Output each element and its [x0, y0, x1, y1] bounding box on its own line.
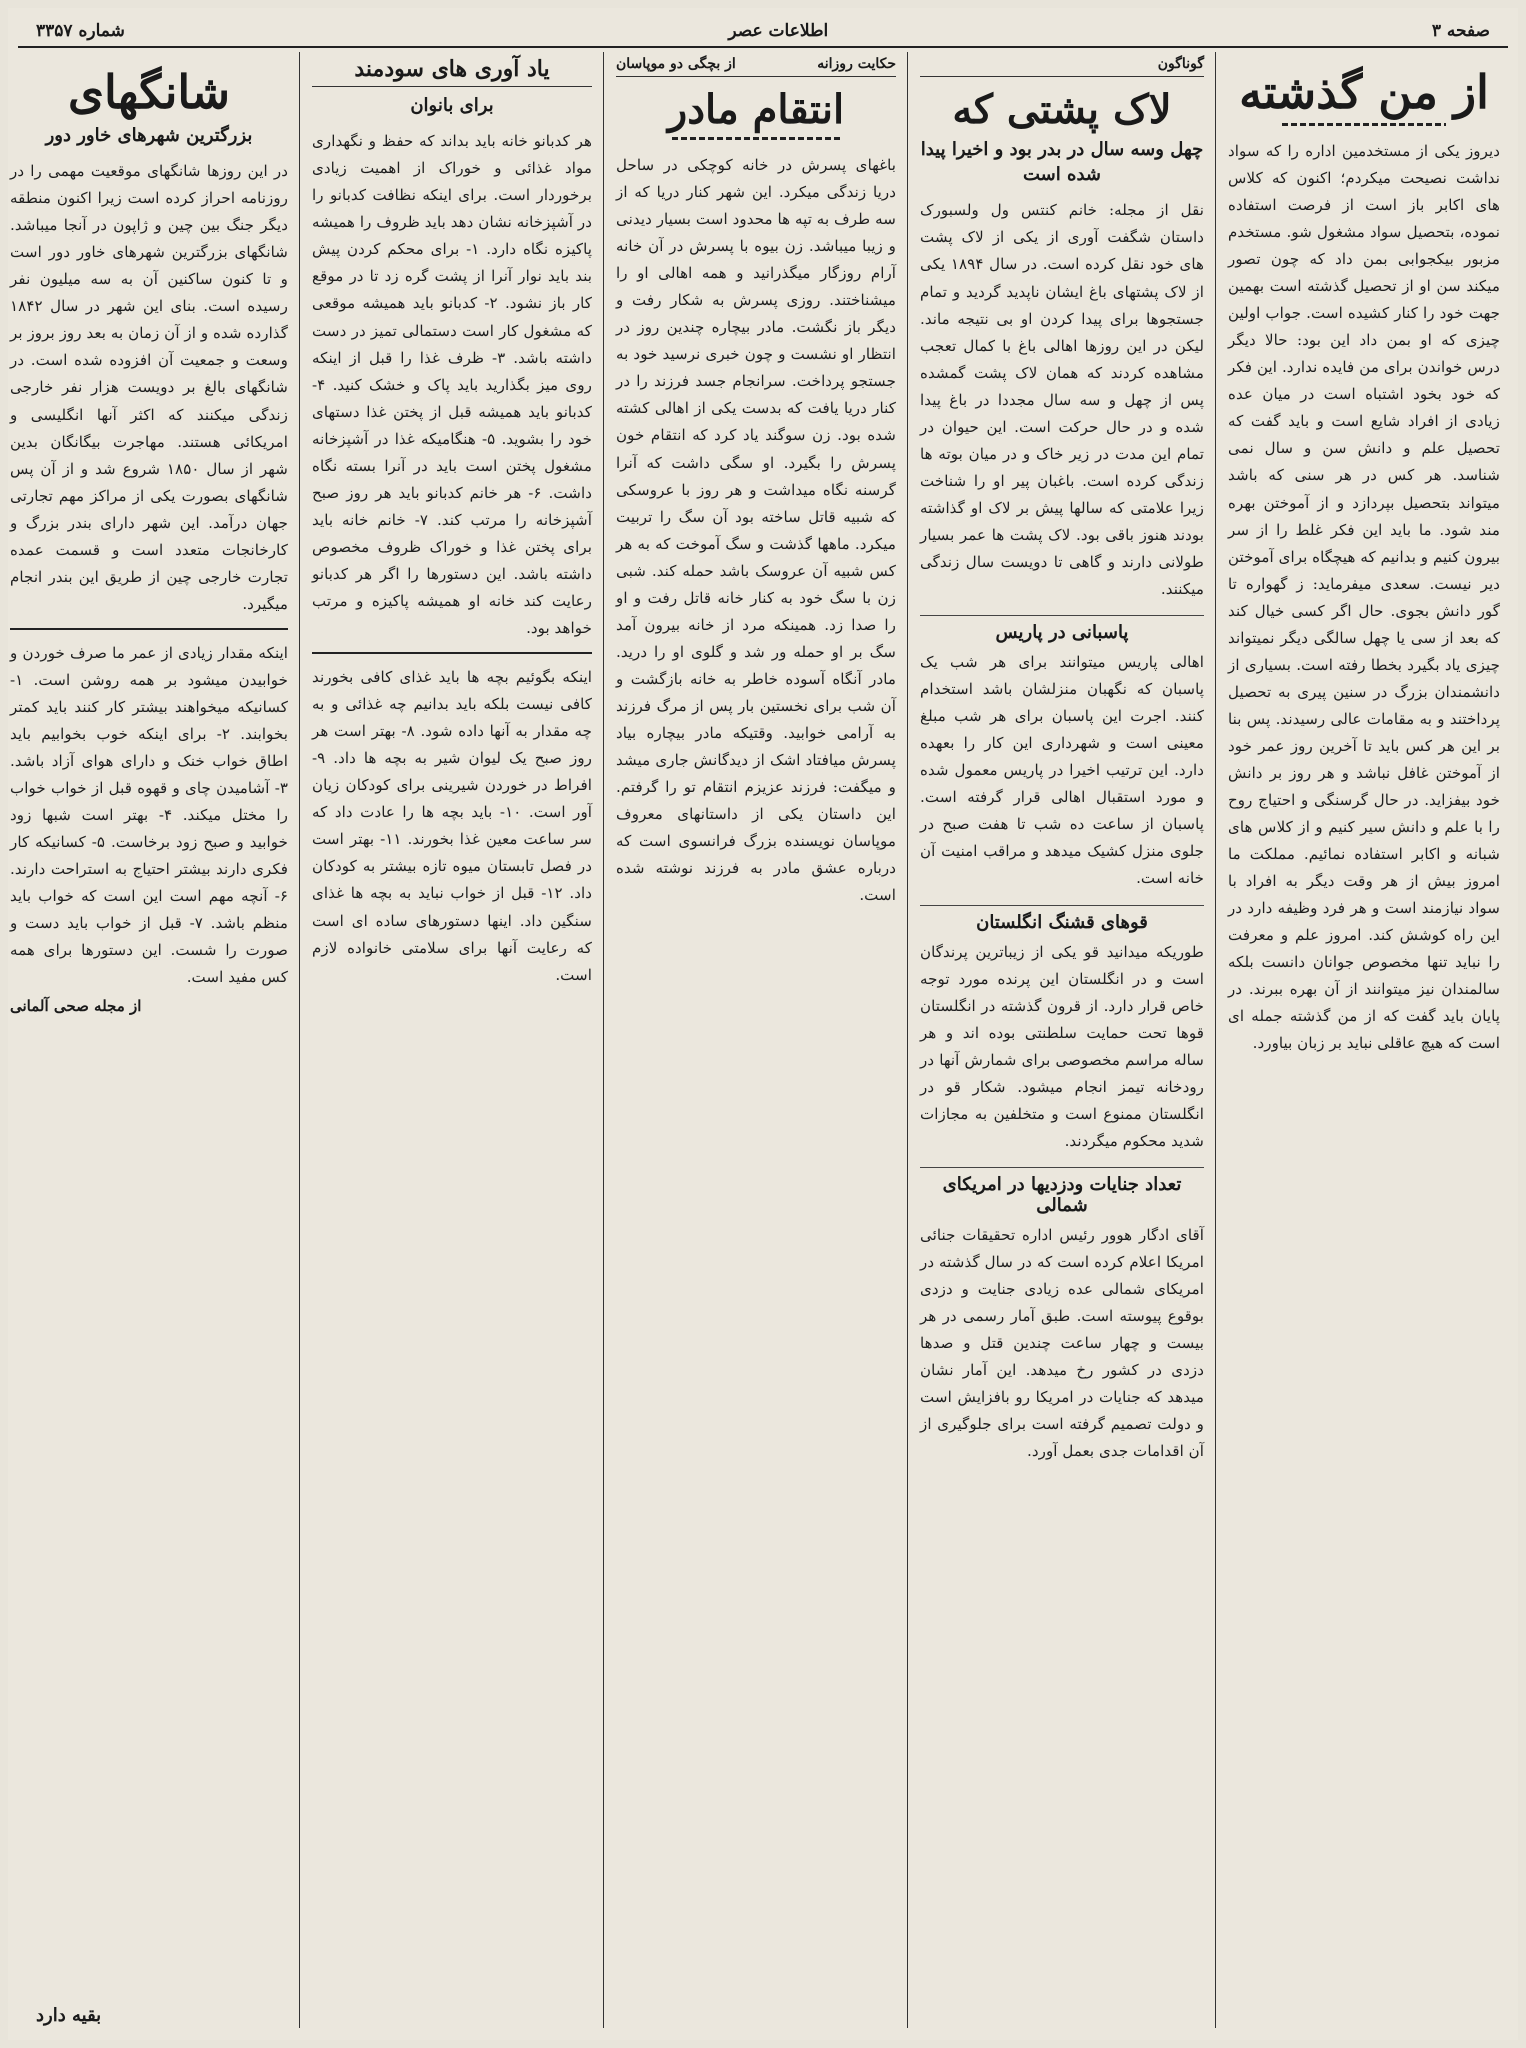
column-4-lower-body: اینکه بگوئیم بچه ها باید غذای کافی بخورند کافی نیست بلکه باید بدانیم چه غذائی و به چه مقدار به آنها داده شود. ۸- بهتر است هر روز صبح یک لیوان شیر به بچه ها داد. ۹- افراط در خوردن شیرینی برای کودکان زیان آور است. ۱۰- باید بچه ها را عادت داد که سر ساعت معین غذا بخورند. ۱۱- بهتر است در فصل تابستان میوه تازه بیشتر به کودکان داد. ۱۲- قبل از خواب نباید به بچه ها غذای سنگین داد. اینها دستورهای ساده ای است که رعایت آنها برای سلامتی خانواده لازم است. — [312, 668, 593, 984]
column-4-subhead: برای بانوان — [410, 95, 494, 116]
column-5-divider — [10, 628, 288, 630]
issue-number: شماره ۳۳۵۷ — [36, 21, 125, 41]
column-5-lower-body: اینکه مقدار زیادی از عمر ما صرف خوردن و خوابیدن میشود بر همه روشن است. ۱- کسانیکه میخواهند بیشتر کار کنند باید کمتر بخوابند. ۲- برای اینکه خوب بخوابیم باید اطاق خواب خنک و دارای هوای آزاد باشد. ۳- آشامیدن چای و قهوه قبل از خواب خواب را مختل میکند. ۴- بهتر است شبها زود خوابید و صبح زود برخاست. ۵- کسانیکه کار فکری دارند بیشتر احتیاج به استراحت دارند. ۶- آنچه مهم است این است که خواب باید منظم باشد. ۷- قبل از خواب باید دست و صورت را شست. این دستورها برای همه کس مفید است. — [10, 643, 288, 987]
column-3-body: باغهای پسرش در خانه کوچکی در ساحل دریا زندگی میکرد. این شهر کنار دریا که از سه طرف به تپه ها محدود است بسیار دیدنی و زیبا میباشد. زن بیوه با پسرش در آن خانه آرام روزگار میگذرانید و همه اهالی او را میشناختند. روزی پسرش به شکار رفت و دیگر باز نگشت. مادر بیچاره چندین روز در انتظار او نشست و چون خبری نرسید خود به جستجو پرداخت. سرانجام جسد فرزند را در کنار دریا یافت که بدست یکی از اهالی کشته شده بود. زن سوگند یاد کرد که انتقام خون پسرش را بگیرد. او سگی داشت که آنرا گرسنه نگاه میداشت و هر روز با عروسکی که شبیه قاتل ساخته بود آن سگ را تربیت میکرد. ماهها گذشت و سگ آموخت که به هر کس شبیه آن عروسک باشد حمله کند. شبی زن با سگ خود به کنار خانه قاتل رفت و او را صدا زد. همینکه مرد از خانه بیرون آمد سگ بر او حمله ور شد و گلوی او را درید. مادر آنگاه آسوده خاطر به خانه بازگشت و آن شب برای نخستین بار پس از مرگ فرزند به آرامی خوابید. وقتیکه مادر بیچاره بیاد پسرش میافتاد اشک از دیدگانش جاری میشد و میگفت: فرزند عزیزم انتقام تو را گرفتم. این داستان یکی از داستانهای معروف موپاسان نویسنده بزرگ فرانسوی است که درباره عشق مادر به فرزند نوشته شده است. — [616, 156, 896, 905]
column-rule — [299, 52, 300, 2028]
column-3 — [608, 52, 904, 2028]
column-2-body: نقل از مجله: خانم کنتس ول ولسبورک داستان شگفت آوری از یکی از لاک پشت های خود نقل کرده است. در سال ۱۸۹۴ یکی از لاک پشتهای باغ ایشان ناپدید گردید و تمام جستجوها برای پیدا کردن او بی نتیجه ماند. لیکن در این روزها اهالی باغ با کمال تعجب مشاهده کردند که همان لاک پشت گمشده پس از چهل و سه سال مجددا در باغ پیدا شده و در حال حرکت است. این حیوان در تمام این مدت در زیر خاک و در میان بوته ها زندگی کرده است. باغبان پیر او را شناخت زیرا علامتی که سالها پیش بر لاک او گذاشته بودند هنوز باقی بود. لاک پشت ها عمر بسیار طولانی دارند و گاهی تا دویست سال زندگی میکنند. — [920, 201, 1204, 599]
paper-name: اطلاعات عصر — [728, 21, 829, 41]
section-paris-title: پاسبانی در پاریس — [920, 615, 1204, 643]
column-5 — [2, 52, 296, 2028]
column-1-body: دیروز یکی از مستخدمین اداره را که سواد نداشت نصیحت میکردم؛ اکنون که کلاس های اکابر باز است از فرصت استفاده نموده، بتحصیل سواد مشغول شو. مستخدم مزبور بیکجوابی بمن داد که چون تصور میکند سن او از تحصیل گذشته است بهمین جهت خود را کنار کشیده است. جواب اولین چیزی که او بمن داد این بود: حالا دیگر درس خواندن برای من فایده ندارد. این فکر که خود بخود اشتباه است در میان عده زیادی از افراد شایع است و باید گفت که تحصیل علم و دانش سن و سال نمی شناسد. هر کس در هر سنی که باشد میتواند بتحصیل بپردازد و از آموختن بهره مند شود. ما باید این فکر غلط را از سر بیرون کنیم و بدانیم که هیچگاه برای آموختن دیر نیست. سعدی میفرماید: ز گهواره تا گور دانش بجوی. حال اگر کسی خیال کند که بعد از سی یا چهل سالگی دیگر نمیتواند چیزی یاد بگیرد بخطا رفته است. بسیاری از دانشمندان بزرگ در سنین پیری به تحصیل پرداختند و به مقامات عالی رسیدند. پس بنا بر این هر کس باید تا آخرین روز عمر خود از آموختن غافل نباشد و هر روز بر دانش خود بیفزاید. در حال گرسنگی و احتیاج روح را با علم و دانش سیر کنیم و از کلاس های شبانه و اکابر استفاده نمائیم. مملکت ما امروز بیش از هر وقت دیگر به افراد با سواد نیازمند است و هر فرد وظیفه دارد در این راه کوشش کند. امروز علم و معرفت را نباید تنها مخصوص جوانان دانست بلکه سالمندان نیز میتوانند از آن بهره ببرند. در پایان باید گفت که از من گذشته جمله ای است که هیچ عاقلی نباید بر زبان بیاورد. — [1228, 141, 1500, 1053]
column-3-kicker — [616, 56, 896, 77]
continued-note: بقیه دارد — [36, 2005, 102, 2026]
column-5-subhead: بزرگترین شهرهای خاور دور — [45, 124, 253, 146]
column-2-headline: لاک پشتی که — [952, 86, 1172, 133]
masthead — [18, 16, 1508, 48]
section-paris-body: اهالی پاریس میتوانند برای هر شب یک پاسبان که نگهبان منزلشان باشد استخدام کنند. اجرت این پاسبان برای هر شب مبلغ معینی است و شهرداری این کار را بعهده دارد. این ترتیب اخیرا در پاریس معمول شده و مورد استقبال اهالی قرار گرفته است. پاسبان از ساعت ده شب تا هفت صبح در جلوی منزل کشیک میدهد و مراقب امنیت آن خانه است. — [920, 653, 1204, 888]
page-label: صفحه ۳ — [1431, 21, 1490, 41]
column-4-divider — [312, 652, 592, 654]
column-5-byline: از مجله صحی آلمانی — [10, 997, 142, 1016]
section-crimes-title: تعداد جنایات ودزدیها در امریکای شمالی — [920, 1167, 1204, 1216]
column-4-kicker: یاد آوری های سودمند — [312, 56, 592, 87]
column-4-body: هر کدبانو خانه باید بداند که حفظ و نگهداری مواد غذائی و خوراک از اهمیت زیادی برخوردار است. برای اینکه نظافت کدبانو را در آشپزخانه نشان دهد باید ظروف را همیشه پاکیزه نگاه دارد. ۱- برای محکم کردن پیش بند باید نوار آنرا از پشت گره زد تا در موقع کار باز نشود. ۲- کدبانو باید همیشه موقعی که مشغول کار است دستمالی تمیز در دست داشته باشد. ۳- ظرف غذا را قبل از اینکه روی میز بگذارید باید پاک و خشک کنید. ۴- کدبانو باید همیشه قبل از پختن غذا دستهای خود را بشوید. ۵- هنگامیکه غذا در آشپزخانه مشغول پختن است باید در آنرا بسته نگاه داشت. ۶- هر خانم کدبانو باید هر روز صبح آشپزخانه را مرتب کند. ۷- خانم خانه باید برای پختن غذا و خوراک ظروف مخصوص داشته باشد. این دستورها را اگر هر کدبانو رعایت کند خانه او همیشه پاکیزه و مرتب خواهد بود. — [312, 132, 593, 638]
column-5-headline: شانگهای — [68, 65, 230, 119]
column-rule — [1215, 52, 1216, 2028]
section-swans-title: قوهای قشنگ انگلستان — [920, 905, 1204, 933]
columns — [10, 52, 1508, 2028]
column-2-subhead: چهل وسه سال در بدر بود و اخیرا پیدا شده است — [920, 139, 1204, 186]
column-2 — [912, 52, 1212, 2028]
column-3-headline: انتقام مادر — [667, 86, 845, 133]
headline-divider — [1282, 123, 1445, 126]
column-1-headline: از من گذشته — [1239, 65, 1489, 119]
column-2-kicker: گوناگون — [920, 56, 1204, 77]
headline-divider — [672, 137, 840, 140]
column-3-kicker-right: حکایت روزانه — [817, 56, 896, 72]
column-3-kicker-left: از بچگی دو موپاسان — [616, 56, 736, 72]
newspaper-page — [8, 8, 1518, 2040]
column-rule — [907, 52, 908, 2028]
section-crimes-body: آقای ادگار هوور رئیس اداره تحقیقات جنائی امریکا اعلام کرده است که در سال گذشته در امریکای شمالی عده زیادی جنایت و دزدی بوقوع پیوسته است. طبق آمار رسمی در هر بیست و چهار ساعت چندین قتل و صدها دزدی در کشور رخ میدهد. این آمار نشان میدهد که جنایات در امریکا رو بافزایش است و دولت تصمیم گرفته است برای جلوگیری از آن اقدامات جدی بعمل آورد. — [920, 1225, 1204, 1461]
column-1 — [1220, 52, 1508, 2028]
column-4 — [304, 52, 600, 2028]
section-swans-body: طوریکه میدانید قو یکی از زیباترین پرندگان است و در انگلستان این پرنده مورد توجه خاص قرار دارد. از قرون گذشته در انگلستان قوها تحت حمایت سلطنتی بوده اند و هر ساله مراسم مخصوصی برای شمارش آنها در رودخانه تیمز انجام میشود. شکار قو در انگلستان ممنوع است و متخلفین به مجازات شدید محکوم میگردند. — [920, 942, 1204, 1150]
column-5-body: در این روزها شانگهای موقعیت مهمی را در روزنامه احراز کرده است زیرا اکنون منطقه دیگر جنگ بین چین و ژاپون در آنجا میباشد. شانگهای بزرگترین شهرهای خاور دور است و تا کنون ساکنین آن به سه میلیون نفر رسیده است. بنای این شهر در سال ۱۸۴۲ گذارده شده و از آن زمان به بعد روز بروز بر وسعت و جمعیت آن افزوده شده است. در شانگهای بالغ بر دویست هزار نفر خارجی زندگی میکنند که اکثر آنها انگلیسی و امریکائی هستند. مهاجرت بیگانگان بدین شهر از سال ۱۸۵۰ شروع شد و از آن پس شانگهای بصورت یکی از مراکز مهم تجارتی جهان درآمد. این شهر دارای بندر بزرگ و کارخانجات متعدد است و قسمت عمده تجارت خارجی چین از طریق این بندر انجام میگیرد. — [10, 162, 288, 613]
column-rule — [603, 52, 604, 2028]
